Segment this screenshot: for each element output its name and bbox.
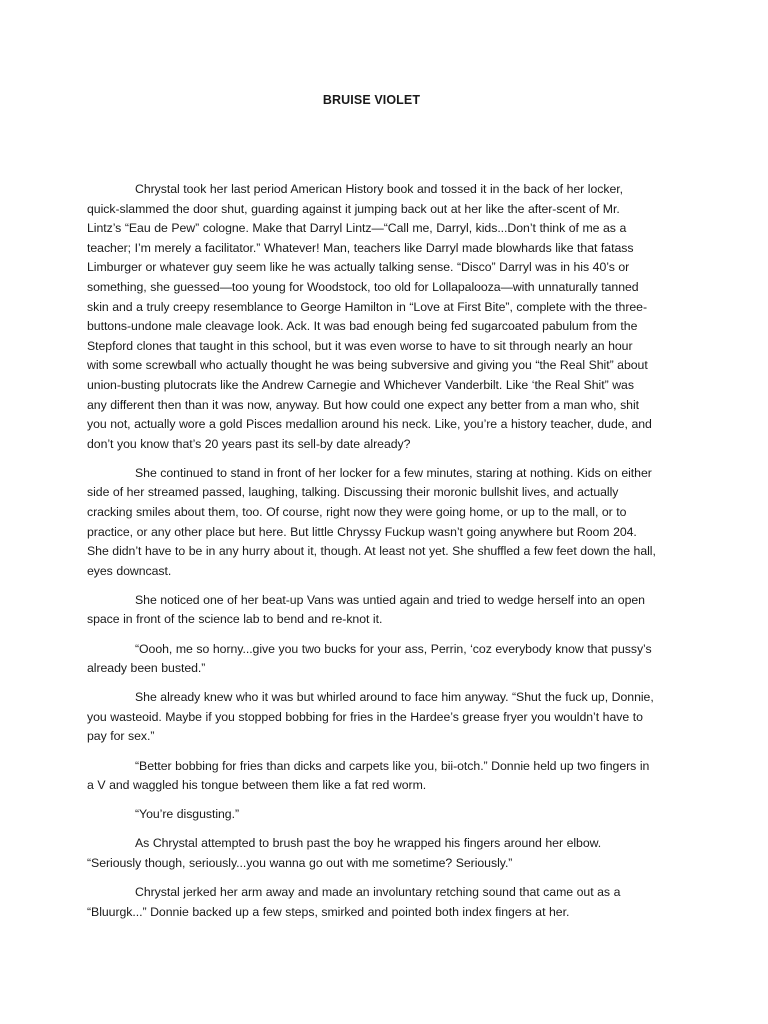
paragraph-6: “Better bobbing for fries than dicks and carpets like you, bii-otch.” Donnie held up two fingers in a V and waggled his tongue between them like a fat red worm.: [87, 758, 650, 793]
document-title: BRUISE VIOLET: [322, 93, 421, 107]
paragraph-1: Chrystal took her last period American History book and tossed it in the back of her locker, quick-slammed the door shut, guarding against it jumping back out at her like the after-scent of Mr. Lintz’s “Eau de Pew” cologne. Make that Darryl Lintz—“Call me, Darryl, kids...Don’t think of me as a teacher; I’m merely a facilitator.” Whatever! Man, teachers like Darryl made blowhards like that fatass Limburger or whatever guy seem like he was actually talking sense. “Disco” Darryl was in his 40’s or something, she guessed—too young for Woodstock, too old for Lollapalooza—with unnaturally tanned skin and a truly creepy resemblance to George Hamilton in “Love at First Bite”, complete with the three-buttons-undone male cleavage look. Ack. It was bad enough being fed sugarcoated pabulum from the Stepford clones that taught in this school, but it was even worse to have to sit through nearly an hour with some screwball who actually thought he was being subversive and giving you “the Real Shit” about union-busting plutocrats like the Andrew Carnegie and Whichever Vanderbilt. Like ‘the Real Shit” was any different then than it was now, anyway. But how could one expect any better from a man who, shit you not, actually wore a gold Pisces medallion around his neck. Like, you’re a history teacher, dude, and don’t you know that’s 20 years past its sell-by date already?: [87, 182, 652, 451]
paragraph-5: She already knew who it was but whirled around to face him anyway. “Shut the fuck up, Donnie, you wasteoid. Maybe if you stopped bobbing for fries in the Hardee’s grease fryer you wouldn’t have to pay for sex.”: [87, 690, 654, 744]
paragraph-9: Chrystal jerked her arm away and made an involuntary retching sound that came out as a “Bluurgk...” Donnie backed up a few steps, smirked and pointed both index fingers at her.: [87, 885, 621, 919]
document-body: [87, 180, 656, 922]
paragraph-3: She noticed one of her beat-up Vans was untied again and tried to wedge herself into an open space in front of the science lab to bend and re-knot it.: [87, 592, 645, 627]
paragraph-7: “You’re disgusting.”: [135, 807, 240, 822]
paragraph-4: “Oooh, me so horny...give you two bucks for your ass, Perrin, ‘coz everybody know that pussy’s already been busted.”: [87, 641, 652, 676]
paragraph-2: She continued to stand in front of her locker for a few minutes, staring at nothing. Kids on either side of her streamed passed, laughing, talking. Discussing their moronic bullshit lives, and actually cracking smiles about them, too. Of course, right now they were going home, or up to the mall, or to practice, or any other place but here. But little Chryssy Fuckup wasn’t going anywhere but Room 204. She didn’t have to be in any hurry about it, though. At least not yet. She shuffled a few feet down the hall, eyes downcast.: [87, 465, 656, 578]
paragraph-8: As Chrystal attempted to brush past the boy he wrapped his fingers around her elbow. “Seriously though, seriously...you wanna go out with me sometime? Seriously.”: [87, 836, 602, 870]
